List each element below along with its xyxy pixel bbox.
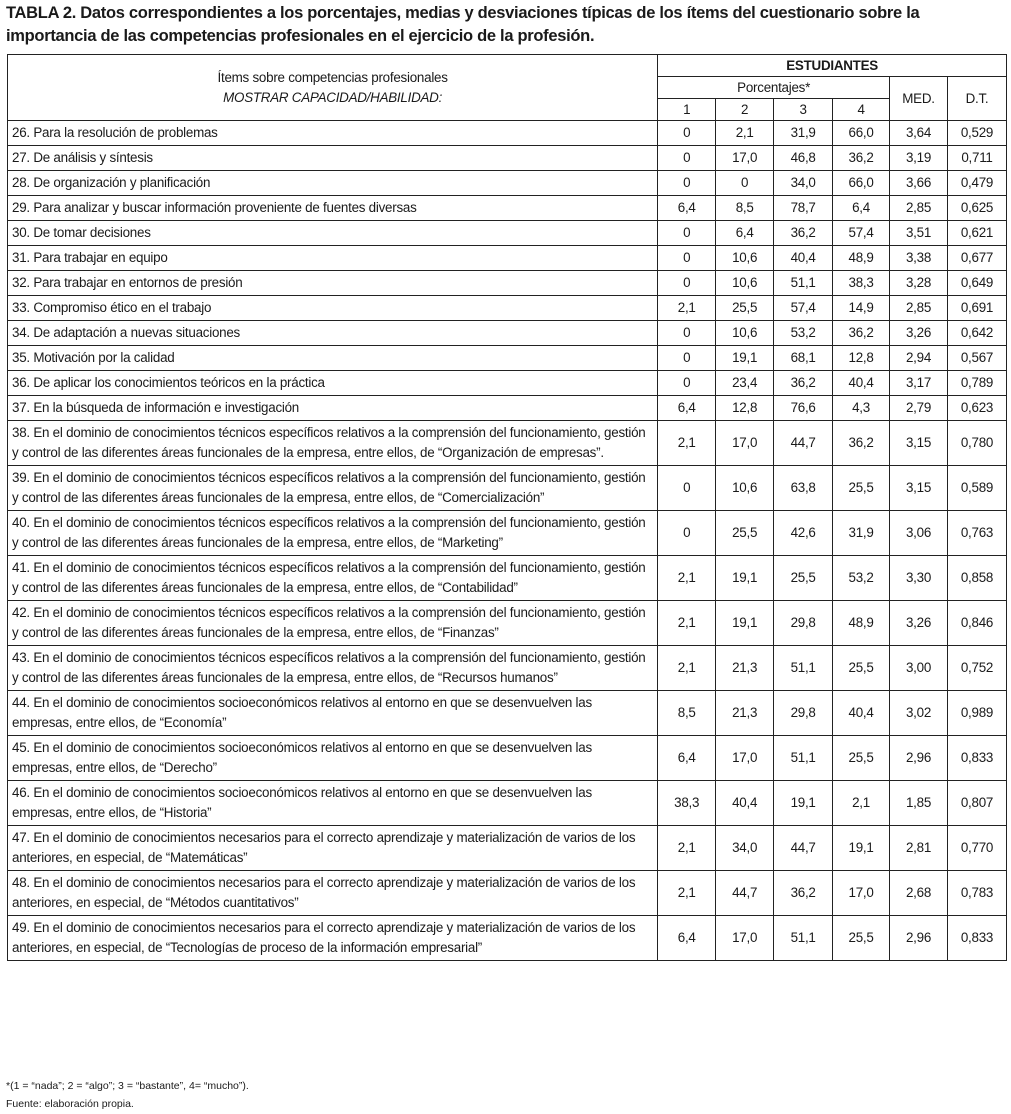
- table-notes: [6, 1077, 249, 1113]
- pct-1-cell: 2,1: [658, 871, 716, 916]
- pct-2-cell: 10,6: [716, 246, 774, 271]
- table-body: [8, 121, 1007, 961]
- med-cell: 3,00: [890, 646, 948, 691]
- item-cell: 31. Para trabajar en equipo: [8, 246, 658, 271]
- pct-4-cell: 53,2: [833, 556, 890, 601]
- item-cell: 47. En el dominio de conocimientos necesarios para el correcto aprendizaje y materialización de varios de los anteriores, en especial, de “Matemáticas”: [8, 826, 658, 871]
- pct-4-cell: 17,0: [833, 871, 890, 916]
- med-cell: 3,66: [890, 171, 948, 196]
- pct-3-cell: 36,2: [774, 371, 833, 396]
- pct-3-cell: 44,7: [774, 421, 833, 466]
- item-cell: 40. En el dominio de conocimientos técnicos específicos relativos a la comprensión del funcionamiento, gestión y control de las diferentes áreas funcionales de la empresa, entre ellos, de “Marketing”: [8, 511, 658, 556]
- dt-cell: 0,763: [948, 511, 1007, 556]
- item-cell: 28. De organización y planificación: [8, 171, 658, 196]
- pct-2-cell: 23,4: [716, 371, 774, 396]
- med-cell: 3,51: [890, 221, 948, 246]
- pct-2-cell: 12,8: [716, 396, 774, 421]
- pct-3-cell: 63,8: [774, 466, 833, 511]
- med-cell: 2,85: [890, 196, 948, 221]
- item-cell: 39. En el dominio de conocimientos técnicos específicos relativos a la comprensión del funcionamiento, gestión y control de las diferentes áreas funcionales de la empresa, entre ellos, de “Comercialización”: [8, 466, 658, 511]
- dt-cell: 0,783: [948, 871, 1007, 916]
- dt-cell: 0,711: [948, 146, 1007, 171]
- item-cell: 26. Para la resolución de problemas: [8, 121, 658, 146]
- table-row: [8, 296, 1007, 321]
- pct-4-cell: 66,0: [833, 121, 890, 146]
- dt-cell: 0,625: [948, 196, 1007, 221]
- source-note: Fuente: elaboración propia.: [6, 1098, 134, 1110]
- dt-cell: 0,479: [948, 171, 1007, 196]
- med-cell: 3,64: [890, 121, 948, 146]
- pct-1-cell: 0: [658, 146, 716, 171]
- pct-1-cell: 0: [658, 371, 716, 396]
- pct-1-cell: 0: [658, 511, 716, 556]
- item-cell: 38. En el dominio de conocimientos técnicos específicos relativos a la comprensión del funcionamiento, gestión y control de las diferentes áreas funcionales de la empresa, entre ellos, de “Organización de empresas”.: [8, 421, 658, 466]
- med-cell: 2,96: [890, 736, 948, 781]
- pct-1-cell: 2,1: [658, 646, 716, 691]
- table-row: [8, 601, 1007, 646]
- dt-cell: 0,770: [948, 826, 1007, 871]
- table-row: [8, 646, 1007, 691]
- pct-1-cell: 2,1: [658, 601, 716, 646]
- pct-3-cell: 40,4: [774, 246, 833, 271]
- pct-2-cell: 44,7: [716, 871, 774, 916]
- med-cell: 2,85: [890, 296, 948, 321]
- dt-cell: 0,989: [948, 691, 1007, 736]
- pct-3-cell: 78,7: [774, 196, 833, 221]
- pct-1-cell: 0: [658, 171, 716, 196]
- dt-header: D.T.: [948, 77, 1007, 121]
- pct-3-cell: 25,5: [774, 556, 833, 601]
- table-row: [8, 466, 1007, 511]
- pct-2-cell: 17,0: [716, 736, 774, 781]
- pct-4-cell: 48,9: [833, 246, 890, 271]
- pct-2-cell: 6,4: [716, 221, 774, 246]
- med-cell: 3,19: [890, 146, 948, 171]
- pct-3-cell: 68,1: [774, 346, 833, 371]
- pct-4-cell: 2,1: [833, 781, 890, 826]
- table-row: [8, 321, 1007, 346]
- med-cell: 3,26: [890, 601, 948, 646]
- pct-4-cell: 36,2: [833, 421, 890, 466]
- med-cell: 3,02: [890, 691, 948, 736]
- pct-3-cell: 51,1: [774, 736, 833, 781]
- col-header-2: 2: [716, 99, 774, 121]
- item-cell: 37. En la búsqueda de información e investigación: [8, 396, 658, 421]
- pct-2-cell: 21,3: [716, 691, 774, 736]
- pct-1-cell: 6,4: [658, 396, 716, 421]
- dt-cell: 0,833: [948, 916, 1007, 961]
- table-row: [8, 221, 1007, 246]
- dt-cell: 0,846: [948, 601, 1007, 646]
- dt-cell: 0,858: [948, 556, 1007, 601]
- item-cell: 30. De tomar decisiones: [8, 221, 658, 246]
- pct-1-cell: 2,1: [658, 421, 716, 466]
- pct-3-cell: 51,1: [774, 646, 833, 691]
- med-cell: 3,17: [890, 371, 948, 396]
- item-cell: 35. Motivación por la calidad: [8, 346, 658, 371]
- pct-4-cell: 25,5: [833, 466, 890, 511]
- med-cell: 3,38: [890, 246, 948, 271]
- item-cell: 45. En el dominio de conocimientos socioeconómicos relativos al entorno en que se desenvuelven las empresas, entre ellos, de “Derecho”: [8, 736, 658, 781]
- med-cell: 2,96: [890, 916, 948, 961]
- pct-3-cell: 36,2: [774, 871, 833, 916]
- pct-3-cell: 51,1: [774, 271, 833, 296]
- pct-1-cell: 6,4: [658, 736, 716, 781]
- pct-3-cell: 31,9: [774, 121, 833, 146]
- pct-3-cell: 36,2: [774, 221, 833, 246]
- med-cell: 3,15: [890, 466, 948, 511]
- scale-note: *(1 = “nada”; 2 = “algo”; 3 = “bastante”, 4= “mucho”).: [6, 1080, 249, 1092]
- pct-2-cell: 19,1: [716, 556, 774, 601]
- pct-2-cell: 40,4: [716, 781, 774, 826]
- item-cell: 43. En el dominio de conocimientos técnicos específicos relativos a la comprensión del funcionamiento, gestión y control de las diferentes áreas funcionales de la empresa, entre ellos, de “Recursos humanos”: [8, 646, 658, 691]
- pct-1-cell: 2,1: [658, 296, 716, 321]
- percent-header: Porcentajes*: [658, 77, 890, 99]
- table-row: [8, 171, 1007, 196]
- pct-3-cell: 51,1: [774, 916, 833, 961]
- pct-4-cell: 25,5: [833, 916, 890, 961]
- group-header: ESTUDIANTES: [658, 55, 1007, 77]
- table-row: [8, 346, 1007, 371]
- table-row: [8, 371, 1007, 396]
- pct-4-cell: 6,4: [833, 196, 890, 221]
- pct-1-cell: 0: [658, 346, 716, 371]
- pct-2-cell: 0: [716, 171, 774, 196]
- table-row: [8, 121, 1007, 146]
- table-row: [8, 871, 1007, 916]
- med-header: MED.: [890, 77, 948, 121]
- dt-cell: 0,789: [948, 371, 1007, 396]
- med-cell: 3,30: [890, 556, 948, 601]
- pct-2-cell: 25,5: [716, 511, 774, 556]
- pct-4-cell: 25,5: [833, 646, 890, 691]
- item-cell: 36. De aplicar los conocimientos teóricos en la práctica: [8, 371, 658, 396]
- pct-4-cell: 48,9: [833, 601, 890, 646]
- pct-4-cell: 19,1: [833, 826, 890, 871]
- table-row: [8, 826, 1007, 871]
- table-row: [8, 396, 1007, 421]
- col-header-3: 3: [774, 99, 833, 121]
- med-cell: 2,81: [890, 826, 948, 871]
- item-cell: 32. Para trabajar en entornos de presión: [8, 271, 658, 296]
- pct-2-cell: 17,0: [716, 916, 774, 961]
- table-row: [8, 511, 1007, 556]
- pct-1-cell: 0: [658, 246, 716, 271]
- pct-4-cell: 36,2: [833, 146, 890, 171]
- pct-1-cell: 0: [658, 121, 716, 146]
- pct-1-cell: 0: [658, 271, 716, 296]
- pct-2-cell: 2,1: [716, 121, 774, 146]
- table-row: [8, 246, 1007, 271]
- dt-cell: 0,677: [948, 246, 1007, 271]
- med-cell: 3,15: [890, 421, 948, 466]
- pct-2-cell: 17,0: [716, 421, 774, 466]
- pct-2-cell: 19,1: [716, 601, 774, 646]
- item-cell: 33. Compromiso ético en el trabajo: [8, 296, 658, 321]
- dt-cell: 0,589: [948, 466, 1007, 511]
- pct-1-cell: 2,1: [658, 556, 716, 601]
- pct-1-cell: 38,3: [658, 781, 716, 826]
- pct-2-cell: 10,6: [716, 271, 774, 296]
- pct-3-cell: 29,8: [774, 691, 833, 736]
- pct-2-cell: 25,5: [716, 296, 774, 321]
- pct-1-cell: 0: [658, 221, 716, 246]
- table-row: [8, 691, 1007, 736]
- med-cell: 3,26: [890, 321, 948, 346]
- pct-1-cell: 0: [658, 466, 716, 511]
- pct-3-cell: 19,1: [774, 781, 833, 826]
- pct-1-cell: 6,4: [658, 916, 716, 961]
- pct-1-cell: 6,4: [658, 196, 716, 221]
- pct-2-cell: 8,5: [716, 196, 774, 221]
- pct-3-cell: 53,2: [774, 321, 833, 346]
- table-row: [8, 196, 1007, 221]
- item-cell: 49. En el dominio de conocimientos necesarios para el correcto aprendizaje y materialización de varios de los anteriores, en especial, de “Tecnologías de proceso de la información empresarial”: [8, 916, 658, 961]
- item-cell: 29. Para analizar y buscar información proveniente de fuentes diversas: [8, 196, 658, 221]
- pct-2-cell: 10,6: [716, 321, 774, 346]
- item-cell: 44. En el dominio de conocimientos socioeconómicos relativos al entorno en que se desenvuelven las empresas, entre ellos, de “Economía”: [8, 691, 658, 736]
- med-cell: 1,85: [890, 781, 948, 826]
- pct-4-cell: 66,0: [833, 171, 890, 196]
- dt-cell: 0,567: [948, 346, 1007, 371]
- pct-4-cell: 25,5: [833, 736, 890, 781]
- med-cell: 2,94: [890, 346, 948, 371]
- item-column-header: [8, 55, 658, 121]
- dt-cell: 0,642: [948, 321, 1007, 346]
- item-cell: 41. En el dominio de conocimientos técnicos específicos relativos a la comprensión del funcionamiento, gestión y control de las diferentes áreas funcionales de la empresa, entre ellos, de “Contabilidad”: [8, 556, 658, 601]
- dt-cell: 0,621: [948, 221, 1007, 246]
- pct-3-cell: 57,4: [774, 296, 833, 321]
- item-cell: 42. En el dominio de conocimientos técnicos específicos relativos a la comprensión del funcionamiento, gestión y control de las diferentes áreas funcionales de la empresa, entre ellos, de “Finanzas”: [8, 601, 658, 646]
- pct-1-cell: 0: [658, 321, 716, 346]
- table-caption: TABLA 2. Datos correspondientes a los porcentajes, medias y desviaciones típicas de los ítems del cuestionario sobre la importancia de las competencias profesionales en el ejercicio de la profesión.: [6, 4, 920, 45]
- table-row: [8, 916, 1007, 961]
- pct-2-cell: 21,3: [716, 646, 774, 691]
- pct-1-cell: 2,1: [658, 826, 716, 871]
- dt-cell: 0,833: [948, 736, 1007, 781]
- med-cell: 2,79: [890, 396, 948, 421]
- table-row: [8, 556, 1007, 601]
- pct-4-cell: 40,4: [833, 371, 890, 396]
- pct-4-cell: 36,2: [833, 321, 890, 346]
- pct-3-cell: 76,6: [774, 396, 833, 421]
- pct-2-cell: 10,6: [716, 466, 774, 511]
- item-cell: 27. De análisis y síntesis: [8, 146, 658, 171]
- table-row: [8, 146, 1007, 171]
- dt-cell: 0,807: [948, 781, 1007, 826]
- pct-4-cell: 12,8: [833, 346, 890, 371]
- pct-2-cell: 19,1: [716, 346, 774, 371]
- pct-2-cell: 34,0: [716, 826, 774, 871]
- pct-3-cell: 44,7: [774, 826, 833, 871]
- pct-3-cell: 42,6: [774, 511, 833, 556]
- dt-cell: 0,780: [948, 421, 1007, 466]
- pct-3-cell: 46,8: [774, 146, 833, 171]
- data-table: [7, 54, 1007, 961]
- table-row: [8, 736, 1007, 781]
- table-row: [8, 271, 1007, 296]
- pct-4-cell: 40,4: [833, 691, 890, 736]
- dt-cell: 0,752: [948, 646, 1007, 691]
- col-header-1: 1: [658, 99, 716, 121]
- item-cell: 48. En el dominio de conocimientos necesarios para el correcto aprendizaje y materialización de varios de los anteriores, en especial, de “Métodos cuantitativos”: [8, 871, 658, 916]
- item-heading: Ítems sobre competencias profesionales: [217, 69, 448, 85]
- pct-3-cell: 29,8: [774, 601, 833, 646]
- table-row: [8, 781, 1007, 826]
- item-subheading: MOSTRAR CAPACIDAD/HABILIDAD:: [223, 89, 443, 105]
- pct-4-cell: 31,9: [833, 511, 890, 556]
- dt-cell: 0,691: [948, 296, 1007, 321]
- col-header-4: 4: [833, 99, 890, 121]
- pct-3-cell: 34,0: [774, 171, 833, 196]
- item-cell: 46. En el dominio de conocimientos socioeconómicos relativos al entorno en que se desenvuelven las empresas, entre ellos, de “Historia”: [8, 781, 658, 826]
- med-cell: 3,06: [890, 511, 948, 556]
- pct-4-cell: 4,3: [833, 396, 890, 421]
- dt-cell: 0,623: [948, 396, 1007, 421]
- pct-4-cell: 38,3: [833, 271, 890, 296]
- pct-2-cell: 17,0: [716, 146, 774, 171]
- med-cell: 3,28: [890, 271, 948, 296]
- dt-cell: 0,529: [948, 121, 1007, 146]
- pct-1-cell: 8,5: [658, 691, 716, 736]
- dt-cell: 0,649: [948, 271, 1007, 296]
- item-cell: 34. De adaptación a nuevas situaciones: [8, 321, 658, 346]
- table-row: [8, 421, 1007, 466]
- med-cell: 2,68: [890, 871, 948, 916]
- pct-4-cell: 14,9: [833, 296, 890, 321]
- pct-4-cell: 57,4: [833, 221, 890, 246]
